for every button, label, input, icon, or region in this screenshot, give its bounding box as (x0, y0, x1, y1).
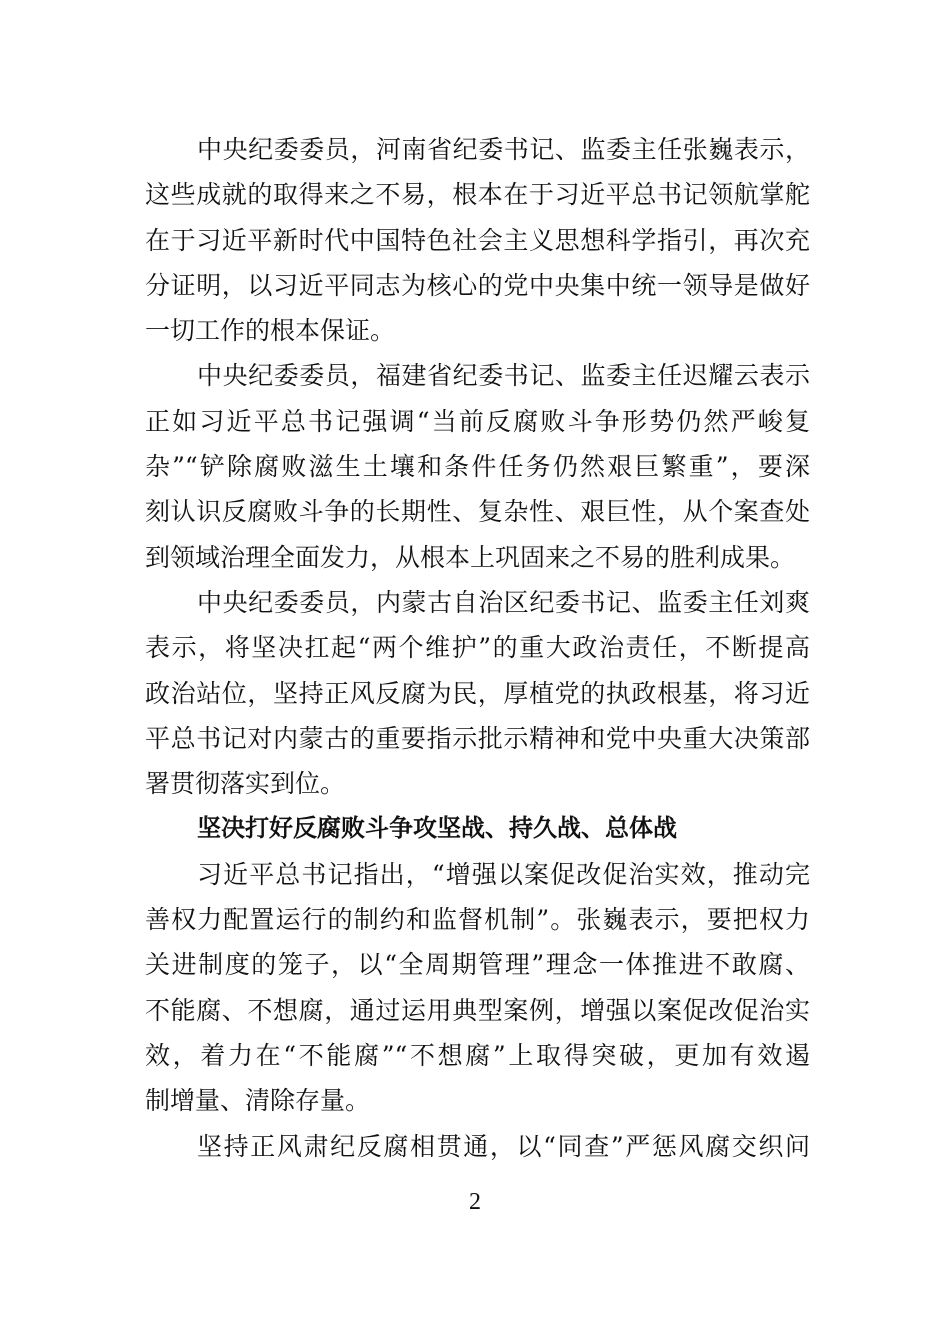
paragraph-2-line-4: 刻认识反腐败斗争的长期性、复杂性、艰巨性，从个案查处 (145, 497, 810, 527)
paragraph-4-line-5: 效，着力在“不能腐”“不想腐”上取得突破，更加有效遏 (145, 1040, 810, 1070)
paragraph-4-line-2: 善权力配置运行的制约和监督机制”。张巍表示，要把权力 (145, 905, 810, 935)
paragraph-4-line-3: 关进制度的笼子，以“全周期管理”理念一体推进不敢腐、 (145, 950, 810, 980)
paragraph-2-line-3: 杂”“铲除腐败滋生土壤和条件任务仍然艰巨繁重”，要深 (145, 452, 810, 482)
paragraph-4-line-4: 不能腐、不想腐，通过运用典型案例，增强以案促改促治实 (145, 995, 810, 1025)
paragraph-3-line-3: 政治站位，坚持正风反腐为民，厚植党的执政根基，将习近 (145, 678, 810, 708)
paragraph-3-line-2: 表示，将坚决扛起“两个维护”的重大政治责任，不断提高 (145, 633, 810, 663)
paragraph-2-line-5: 到领域治理全面发力，从根本上巩固来之不易的胜利成果。 (145, 542, 796, 572)
section-heading: 坚决打好反腐败斗争攻坚战、持久战、总体战 (197, 814, 677, 843)
paragraph-1-line-2: 这些成就的取得来之不易，根本在于习近平总书记领航掌舵 (145, 180, 810, 210)
paragraph-2-line-1: 中央纪委委员，福建省纪委书记、监委主任迟耀云表示 (197, 361, 810, 391)
paragraph-3-line-5: 署贯彻落实到位。 (145, 769, 346, 799)
paragraph-3-line-4: 平总书记对内蒙古的重要指示批示精神和党中央重大决策部 (145, 723, 810, 753)
page-number: 2 (469, 1189, 481, 1215)
paragraph-4-line-6: 制增量、清除存量。 (145, 1086, 371, 1116)
body-text (145, 127, 810, 1169)
paragraph-1-line-4: 分证明，以习近平同志为核心的党中央集中统一领导是做好 (145, 270, 810, 300)
paragraph-1-line-3: 在于习近平新时代中国特色社会主义思想科学指引，再次充 (145, 225, 810, 255)
paragraph-3-line-1: 中央纪委委员，内蒙古自治区纪委书记、监委主任刘爽 (197, 587, 810, 617)
paragraph-4-line-1: 习近平总书记指出，“增强以案促改促治实效，推动完 (197, 859, 810, 889)
paragraph-2-line-2: 正如习近平总书记强调“当前反腐败斗争形势仍然严峻复 (145, 406, 810, 436)
paragraph-1-line-1: 中央纪委委员，河南省纪委书记、监委主任张巍表示， (197, 135, 810, 164)
paragraph-5-line-1: 坚持正风肃纪反腐相贯通，以“同查”严惩风腐交织问 (197, 1131, 810, 1161)
paragraph-1-line-5: 一切工作的根本保证。 (145, 316, 396, 346)
